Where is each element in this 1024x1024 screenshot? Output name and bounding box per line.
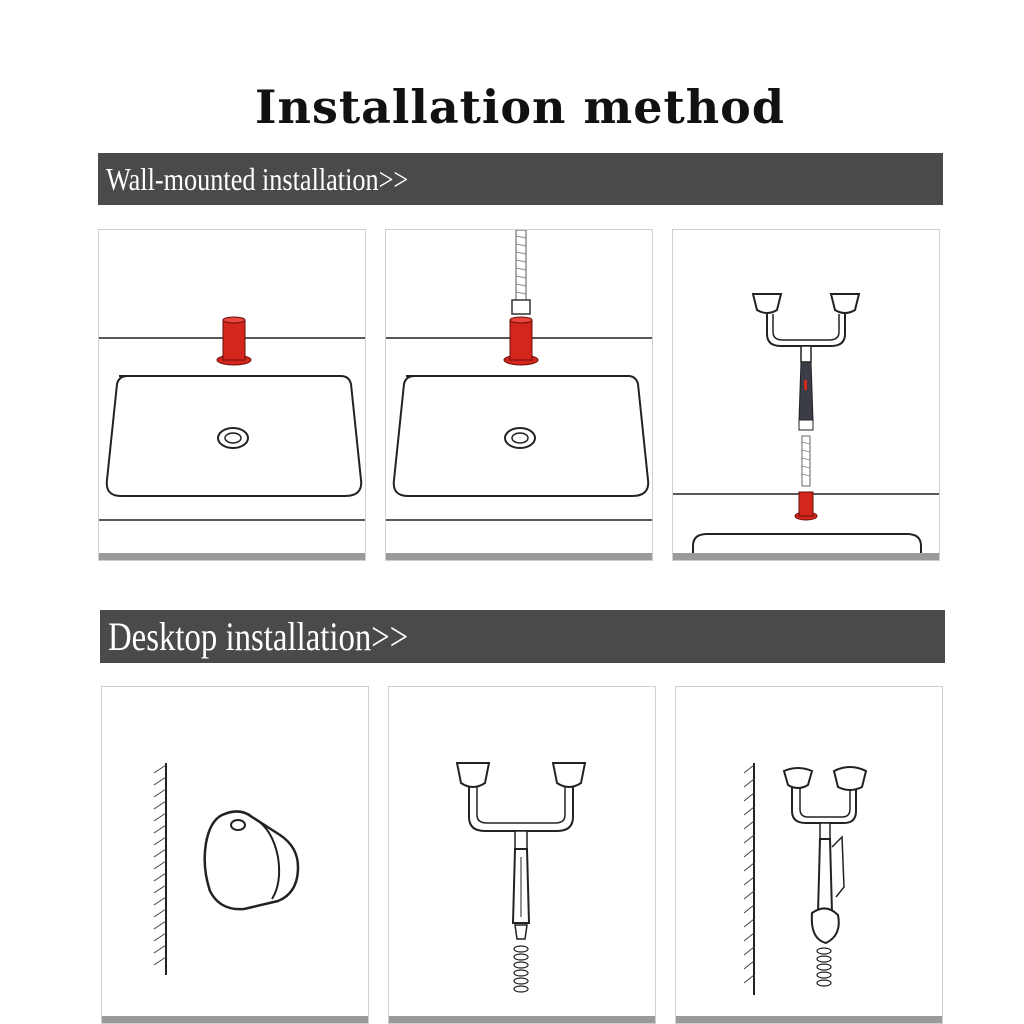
eyewash-head-icon: [389, 687, 656, 1024]
desk-step-2-panel: [388, 686, 656, 1024]
hose-connect-icon: [386, 230, 653, 561]
wall-step-2-panel: [385, 229, 653, 561]
wall-bracket-icon: [102, 687, 369, 1024]
wall-mounted-banner: [98, 153, 943, 205]
desktop-banner: [100, 610, 945, 663]
wall-mounted-label: Wall-mounted installation>>: [106, 160, 409, 197]
wall-step-3-panel: [672, 229, 940, 561]
desk-step-1-panel: [101, 686, 369, 1024]
eyewash-mount-icon: [673, 230, 940, 561]
wall-hang-eyewash-icon: [676, 687, 943, 1024]
wall-sink-base-icon: [99, 230, 366, 561]
desk-step-3-panel: [675, 686, 943, 1024]
wall-step-1-panel: [98, 229, 366, 561]
page-title: Installation method: [254, 80, 785, 134]
desktop-label: Desktop installation>>: [108, 614, 409, 659]
